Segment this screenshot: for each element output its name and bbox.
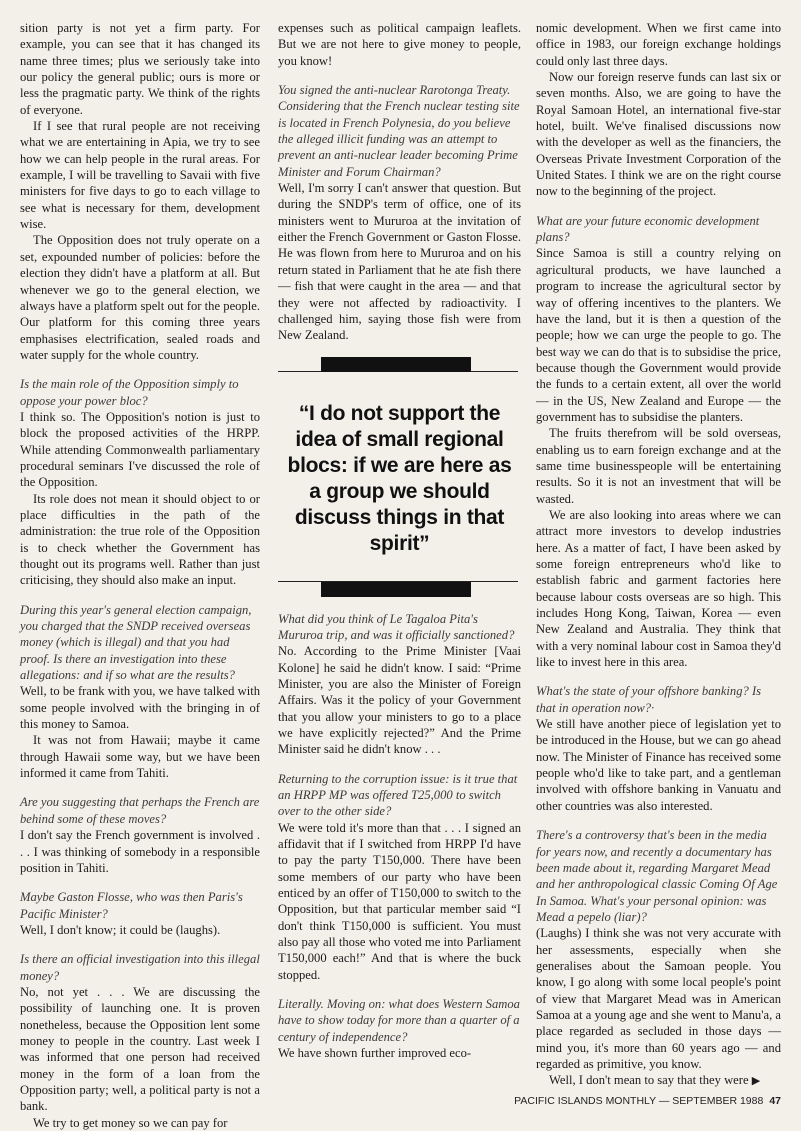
interview-answer: I think so. The Opposition's notion is just to block the proposed activities of the HRPP. While attending Commonwealth parliamentary procedural seminars I've discussed the role of the Opposition. xyxy=(20,409,260,490)
column-1 xyxy=(20,20,260,1131)
interview-question: What's the state of your offshore banking? Is that in operation now?· xyxy=(536,684,762,715)
interview-answer: Well, to be frank with you, we have talked with some people involved with the bringing in of this money to Samoa. xyxy=(20,684,260,732)
paragraph: Now our foreign reserve funds can last six or seven months. Also, we are going to have the Royal Samoan Hotel, an international five-star hotel, built. We've finalised discussions now with the developer as well as the financiers, the Overseas Private Investment Corporation of the United States. I think we are on the right course now to the beginning of the project. xyxy=(536,70,781,199)
interview-answer: Since Samoa is still a country relying on agricultural products, we have launched a program to increase the agricultural sector by way of offering incentives to the planters. We have the land, but it is then a question of the people; how we can urge the people to go. The best way we can do that is to subsidise the price, because though the Government would provide the funds to a certain extent, all over the world — in the US, New Zealand and Europe — the government has to subsidise the planters. xyxy=(536,246,781,424)
paragraph-text: Well, I don't mean to say that they were xyxy=(549,1073,749,1088)
paragraph: We try to get money so we can pay for xyxy=(33,1115,228,1130)
interview-question: There's a controversy that's been in the media for years now, and recently a documentary has been made about it, regarding Margaret Mead and her anthropological classic Coming Of Age In Samoa. What's your personal opinion: was Mead a pepelo (liar)? xyxy=(536,828,778,924)
interview-question: Is there an official investigation into this illegal money? xyxy=(20,952,260,983)
divider xyxy=(278,581,518,582)
paragraph: We are also looking into areas where we can attract more investors to develop industries here. As a matter of fact, I have been asked by some foreign entrepreneurs who'd like to establish fabric and garment factories here because labour costs overseas are so high. This includes Hong Kong, Taiwan, Korea — even New Zealand and Australia. They think that with a very nominal labour cost in Samoa they'd like to invest here in this area. xyxy=(536,507,781,670)
interview-answer: (Laughs) I think she was not very accurate with her assessments, especially when she generalises about the Samoan people. You know, I go along with some local people's point of view that Margaret Mead was in American Samoa at a young age and she went to Manu'a, a place regarded as secluded in those days — mind you, it's more than 60 years ago — and regarded as primitive, you know. xyxy=(536,926,781,1071)
interview-answer: Well, I don't know; it could be (laughs). xyxy=(20,922,221,937)
interview-question: Maybe Gaston Flosse, who was then Paris's Pacific Minister? xyxy=(20,890,243,921)
rule-block xyxy=(321,582,471,597)
interview-answer: We have shown further improved eco- xyxy=(278,1046,472,1061)
paragraph: The fruits therefrom will be sold overseas, enabling us to earn foreign exchange and at the same time businesspeople will be entertaining results. So it is not an investment that will be wasted. xyxy=(536,426,781,506)
interview-question: You signed the anti-nuclear Rarotonga Treaty. Considering that the French nuclear testing site is located in French Polynesia, do you believe the alleged illicit funding was an attempt to prevent an anti-nuclear leader becoming Prime Minister and Forum Chairman? xyxy=(278,83,520,179)
interview-question: Are you suggesting that perhaps the French are behind some of these moves? xyxy=(20,795,260,826)
paragraph: If I see that rural people are not receiving what we are entertaining in Apia, we try to see how we can help people in the rural areas. For example, I will be travelling to Savaii with five ministers for five days to go to each village to see what is necessary for them, development wise. xyxy=(20,119,260,232)
interview-answer: Well, I'm sorry I can't answer that question. But during the SNDP's term of office, one of its ministers went to Mururoa at the invitation of either the French Government or Gaston Flosse. He was flown from here to Mururoa and on his return stated in Parliament that he ate fish there — fish that were caught in the area — and that they were not affected by radioactivity. I challenged him, saying those fish were from New Zealand. xyxy=(278,181,521,343)
interview-question: Literally. Moving on: what does Western Samoa have to show today for more than a quarter of a century of independence? xyxy=(278,997,520,1044)
interview-question: What did you think of Le Tagaloa Pita's Mururoa trip, and was it officially sanctioned? xyxy=(278,611,515,642)
paragraph: Its role does not mean it should object to or place difficulties in the path of the administration: the true role of the Opposition is to check whether the Government has thought out its programs well. Rather than just criticising, they should also make an input. xyxy=(20,491,260,588)
rule-block xyxy=(321,357,471,372)
paragraph xyxy=(536,1072,781,1089)
footer-publication: PACIFIC ISLANDS MONTHLY — SEPTEMBER 1988 xyxy=(514,1095,764,1107)
interview-answer: No. According to the Prime Minister [Vaai Kolone] he said he didn't know. I said: “Prime Minister, you are also the Minister of Foreign Affairs. Was it the policy of your Government that you allow your ministers to go to a place we have explicitly rejected?” And the Prime Minister said he didn't know . . . xyxy=(278,644,521,757)
pull-quote: “I do not support the idea of small regional blocs: if we are here as a group we should discuss things in that spirit” xyxy=(287,401,512,555)
paragraph: expenses such as political campaign leaflets. But we are not here to give money to people, you know! xyxy=(278,21,521,68)
interview-question: What are your future economic development plans? xyxy=(536,213,760,245)
column-2 xyxy=(278,20,521,1061)
page-footer xyxy=(514,1095,781,1107)
paragraph: nomic development. When we first came into office in 1983, our foreign exchange holdings could only last three days. xyxy=(536,21,781,68)
interview-answer: No, not yet . . . We are discussing the possibility of launching one. It is proven nonetheless, because the Opposition lent some money to people in the country. Last week I was informed that one person had received money in the form of a loan from the Opposition party; well, a political party is not a bank. xyxy=(20,984,260,1114)
pullquote-bottom-rule xyxy=(278,571,521,601)
divider xyxy=(278,371,518,372)
paragraph: sition party is not yet a firm party. For example, you can see that it has changed its name three times; plus we seriously take into our policy the general public; ours is more or less the pragmatic party. We think of the rights of everyone. xyxy=(20,21,260,117)
interview-question: Is the main role of the Opposition simply to oppose your power bloc? xyxy=(20,377,239,408)
paragraph: It was not from Hawaii; maybe it came through Hawaii some way, but we have been informed it came from Tahiti. xyxy=(20,733,260,781)
interview-answer: We were told it's more than that . . . I signed an affidavit that if I switched from HRPP I'd have to pay the party T150,000. There have been some members of our party who have been enticed by an offer of T150,000 to switch to the Opposition, but that particular member said “I don't think T150,000 is sufficient. You must also pay all those who voted me into Parliament T150,000 each!” And that is where the buck stopped. xyxy=(278,820,521,982)
paragraph: The Opposition does not truly operate on a set, expounded number of policies: before the election they didn't have a platform at all. But whenever we go to the general election, we always have a platform spelt out for the people. Our platform for this coming three years emphasises electrification, sealed roads and water supply for the whole country. xyxy=(20,233,260,362)
interview-answer: We still have another piece of legislation yet to be introduced in the House, but we can go ahead now. The Minister of Finance has received some people who'd like to take part, and a gentleman involved with offshore banking in Vanuatu and other countries was also interested. xyxy=(536,717,781,813)
interview-answer: I don't say the French government is involved . . . I was thinking of somebody in a responsible position in Tahiti. xyxy=(20,828,260,875)
continued-arrow-icon: ▶ xyxy=(751,1075,761,1088)
interview-question: During this year's general election campaign, you charged that the SNDP received overseas money (which is illegal) and that you had proof. Is there an investigation into these allegations: and if so what are the results? xyxy=(20,602,252,683)
page-number: 47 xyxy=(769,1095,781,1107)
column-3 xyxy=(536,20,781,1090)
pullquote-top-rule xyxy=(278,357,521,387)
interview-question: Returning to the corruption issue: is it true that an HRPP MP was offered T25,000 to switch over to the other side? xyxy=(278,771,518,819)
